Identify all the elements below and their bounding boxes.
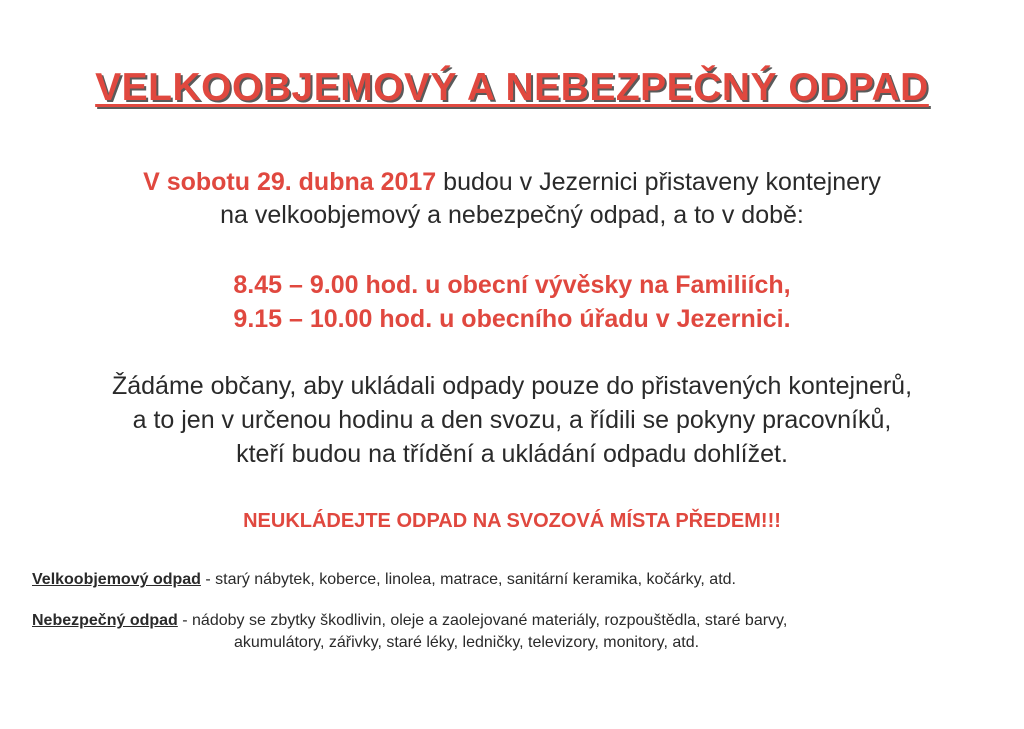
time-slot-1: 8.45 – 9.00 hod. u obecní vývěsky na Familiích, xyxy=(233,271,791,299)
definition-term: Velkoobjemový odpad xyxy=(32,571,201,588)
intro-line-2: na velkoobjemový a nebezpečný odpad, a to v době: xyxy=(220,201,804,229)
intro-line-1 xyxy=(0,166,1024,199)
definition-bulky-waste xyxy=(32,569,736,591)
intro-line-1-rest: budou v Jezernici přistaveny kontejnery xyxy=(436,168,881,196)
definition-text: - starý nábytek, koberce, linolea, matrace, sanitární keramika, kočárky, atd. xyxy=(200,571,736,588)
request-line-1: Žádáme občany, aby ukládali odpady pouze do přistavených kontejnerů, xyxy=(111,372,913,400)
warning-text: NEUKLÁDEJTE ODPAD NA SVOZOVÁ MÍSTA PŘEDEM!!! xyxy=(243,510,781,532)
request-line-2: a to jen v určenou hodinu a den svozu, a řídili se pokyny pracovníků, xyxy=(132,406,892,434)
time-slot-2: 9.15 – 10.00 hod. u obecního úřadu v Jezernici. xyxy=(233,305,791,333)
page-title: VELKOOBJEMOVÝ A NEBEZPEČNÝ ODPAD xyxy=(95,66,929,109)
intro-paragraph xyxy=(0,166,1024,232)
definition-hazardous-waste xyxy=(32,610,787,654)
definition-text: - nádoby se zbytky škodlivin, oleje a zaolejované materiály, rozpouštědla, staré barvy, xyxy=(177,612,788,629)
definition-text-continued: akumulátory, zářivky, staré léky, ledničky, televizory, monitory, atd. xyxy=(234,634,700,651)
date-highlight: V sobotu 29. dubna 2017 xyxy=(143,168,437,196)
collection-times xyxy=(0,268,1024,336)
definition-term: Nebezpečný odpad xyxy=(32,612,178,629)
request-line-3: kteří budou na třídění a ukládání odpadu dohlížet. xyxy=(236,440,788,468)
request-paragraph xyxy=(0,369,1024,471)
